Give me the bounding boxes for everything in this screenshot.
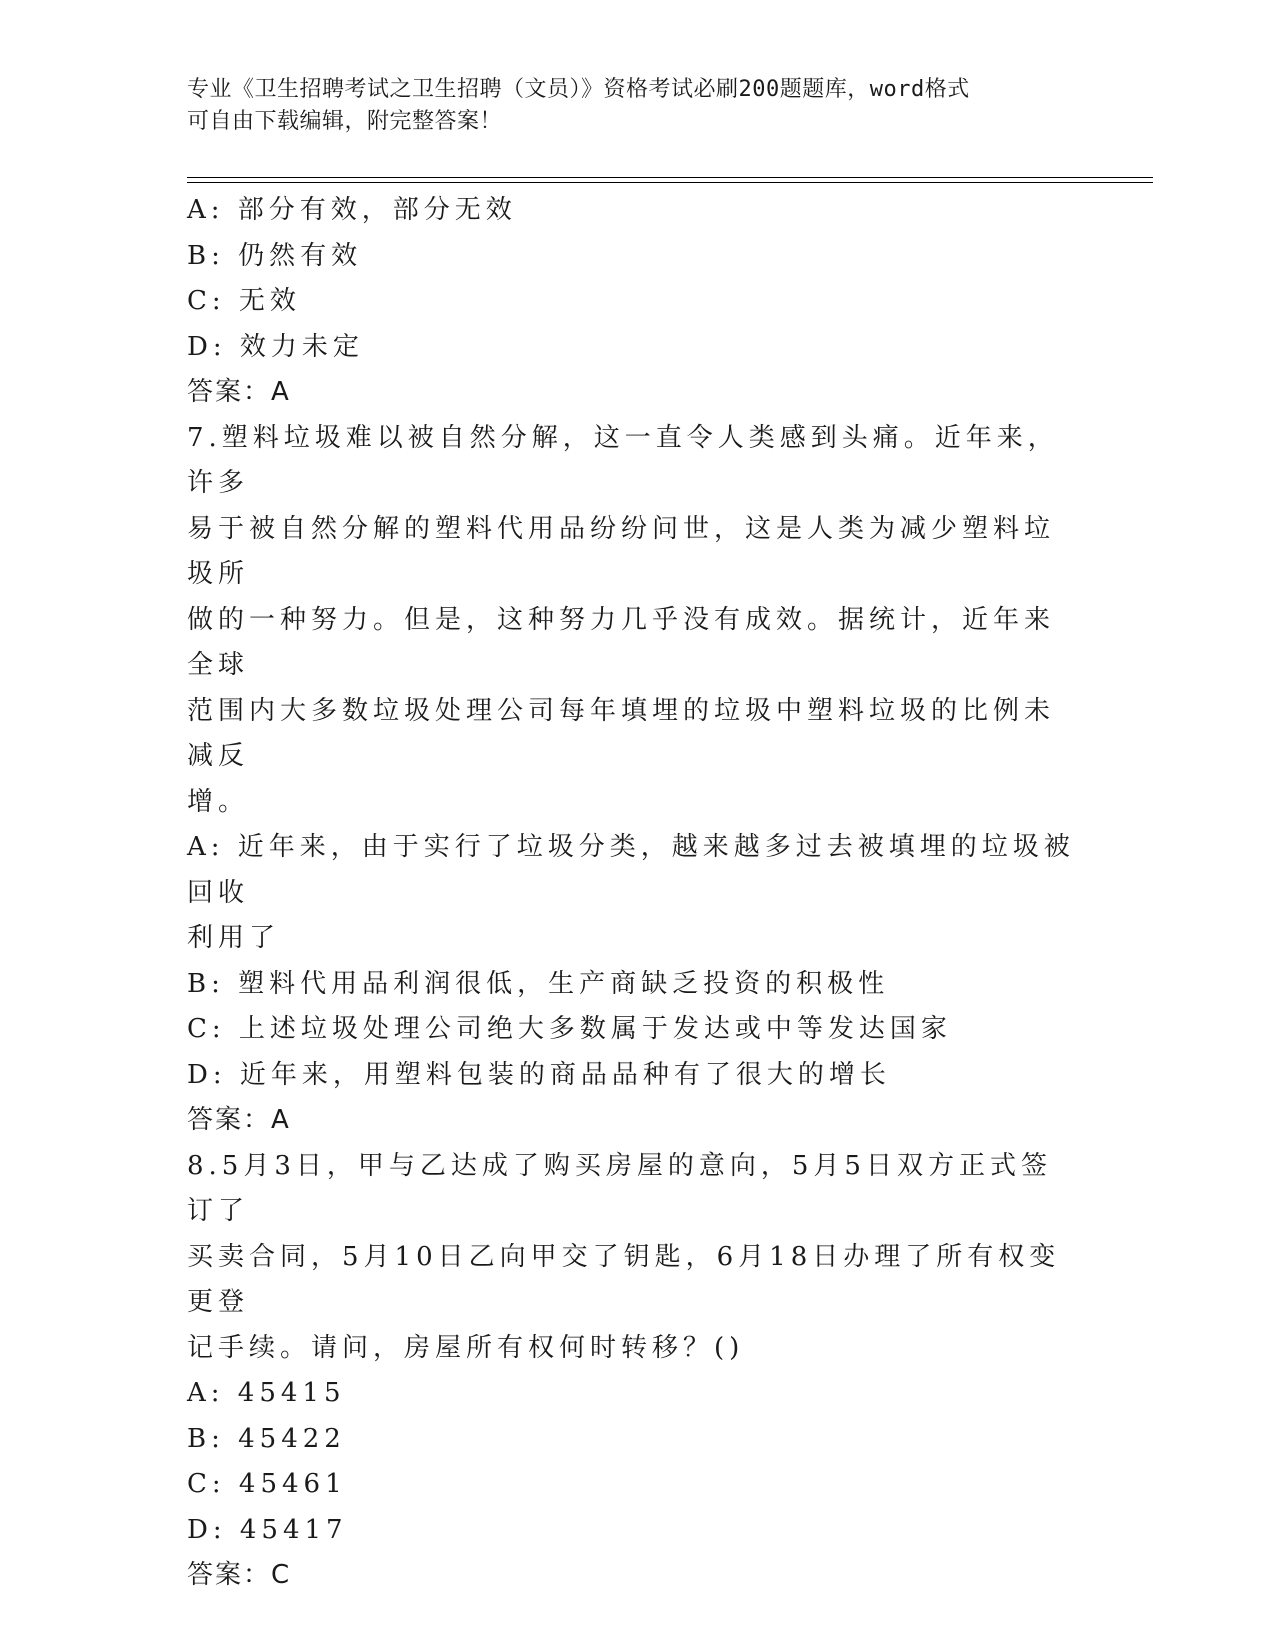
q8-option-c: C: 45461 [187, 1469, 347, 1499]
q7-stem-line: 做的一种努力。但是，这种努力几乎没有成效。据统计，近年来全球 [187, 604, 1056, 680]
q7-stem-line: 7.塑料垃圾难以被自然分解，这一直令人类感到头痛。近年来，许多 [187, 422, 1059, 498]
q7-option-b: B: 塑料代用品利润很低，生产商缺乏投资的积极性 [187, 968, 890, 999]
header-divider-top [187, 177, 1153, 178]
header-line-2: 可自由下载编辑，附完整答案！ [187, 109, 503, 134]
q7-answer: 答案：A [187, 1105, 291, 1135]
q6-option-c: C: 无效 [187, 286, 301, 316]
q8-option-d: D: 45417 [187, 1514, 348, 1545]
q8-stem-line: 买卖合同，5月10日乙向甲交了钥匙，6月18日办理了所有权变更登 [187, 1241, 1061, 1317]
header-line-1: 专业《卫生招聘考试之卫生招聘（文员）》资格考试必刷200题题库，word格式 [187, 77, 970, 102]
q6-option-b: B: 仍然有效 [187, 240, 363, 271]
q7-stem-line: 范围内大多数垃圾处理公司每年填埋的垃圾中塑料垃圾的比例未减反 [187, 695, 1056, 771]
document-body [187, 188, 1077, 1599]
q7-option-a-cont: 利用了 [187, 923, 281, 953]
q8-stem-line: 8.5月3日，甲与乙达成了购买房屋的意向，5月5日双方正式签订了 [187, 1150, 1052, 1226]
question-7 [187, 416, 1077, 1144]
q7-option-d: D: 近年来，用塑料包装的商品品种有了很大的增长 [187, 1059, 891, 1090]
q8-answer: 答案：C [187, 1560, 292, 1590]
header-divider-bottom [187, 182, 1153, 183]
q6-answer: 答案：A [187, 377, 291, 407]
q8-option-b: B: 45422 [187, 1423, 346, 1454]
q8-stem-line: 记手续。请问，房屋所有权何时转移？() [187, 1332, 745, 1363]
q7-stem-line: 增。 [187, 786, 250, 817]
q7-stem-line: 易于被自然分解的塑料代用品纷纷问世，这是人类为减少塑料垃圾所 [187, 513, 1056, 589]
q8-option-a: A: 45415 [187, 1378, 346, 1408]
q7-option-c: C: 上述垃圾处理公司绝大多数属于发达或中等发达国家 [187, 1014, 952, 1044]
q6-option-d: D: 效力未定 [187, 331, 364, 362]
question-8 [187, 1144, 1077, 1599]
question-6 [187, 188, 1077, 416]
q7-option-a: A: 近年来，由于实行了垃圾分类，越来越多过去被填埋的垃圾被回收 [187, 832, 1075, 908]
q6-option-a: A: 部分有效，部分无效 [187, 195, 517, 225]
document-header [187, 74, 1067, 138]
